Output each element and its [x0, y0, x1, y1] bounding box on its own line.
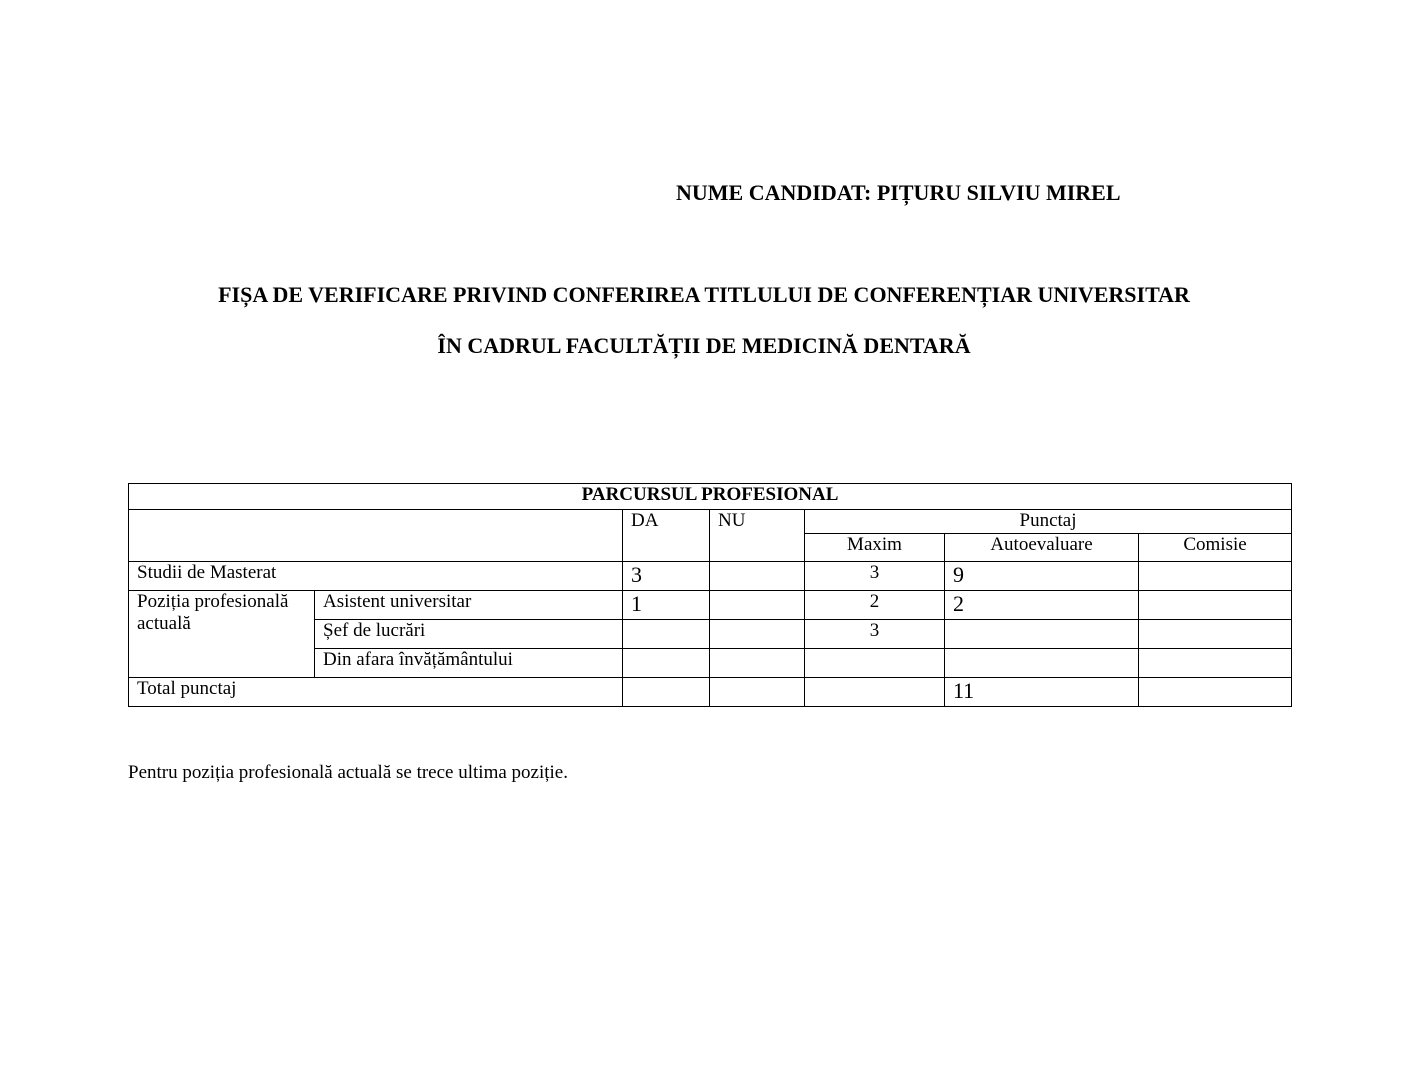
cell-autoevaluare: 9	[945, 562, 1139, 591]
table-row-total	[129, 678, 1292, 707]
header-maxim: Maxim	[805, 534, 945, 562]
header-comisie: Comisie	[1139, 534, 1292, 562]
table-title: PARCURSUL PROFESIONAL	[129, 484, 1292, 510]
document-title: FIȘA DE VERIFICARE PRIVIND CONFERIREA TITLULUI DE CONFERENȚIAR UNIVERSITAR	[218, 282, 1190, 307]
cell-autoevaluare	[945, 620, 1139, 649]
cell-autoevaluare-total: 11	[945, 678, 1139, 707]
row-label-pozitie: Poziția profesională actuală	[129, 591, 315, 678]
cell-comisie	[1139, 591, 1292, 620]
cell-nu	[710, 562, 805, 591]
row-label-asistent: Asistent universitar	[315, 591, 623, 620]
header-punctaj: Punctaj	[805, 510, 1292, 534]
cell-da: 3	[623, 562, 710, 591]
evaluation-table	[128, 483, 1292, 707]
footnote: Pentru poziția profesională actuală se trece ultima poziție.	[128, 762, 568, 783]
document-subtitle: ÎN CADRUL FACULTĂȚII DE MEDICINĂ DENTARĂ	[437, 333, 971, 358]
header-autoevaluare: Autoevaluare	[945, 534, 1139, 562]
table-row	[129, 562, 1292, 591]
cell-comisie	[1139, 649, 1292, 678]
cell-comisie	[1139, 678, 1292, 707]
cell-da: 1	[623, 591, 710, 620]
cell-da	[623, 620, 710, 649]
cell-autoevaluare	[945, 649, 1139, 678]
cell-nu	[710, 620, 805, 649]
row-label-sef-lucrari: Șef de lucrări	[315, 620, 623, 649]
cell-nu	[710, 649, 805, 678]
cell-comisie	[1139, 562, 1292, 591]
table-title-row	[129, 484, 1292, 510]
cell-nu	[710, 591, 805, 620]
cell-maxim: 3	[805, 562, 945, 591]
table-header-row	[129, 510, 1292, 534]
cell-maxim: 2	[805, 591, 945, 620]
cell-comisie	[1139, 620, 1292, 649]
table-row	[129, 591, 1292, 620]
cell-maxim	[805, 649, 945, 678]
cell-da	[623, 649, 710, 678]
cell-maxim	[805, 678, 945, 707]
header-empty-cell	[129, 510, 623, 562]
header-da: DA	[623, 510, 710, 562]
row-label-total: Total punctaj	[129, 678, 623, 707]
cell-autoevaluare: 2	[945, 591, 1139, 620]
row-label-studii: Studii de Masterat	[129, 562, 623, 591]
cell-da	[623, 678, 710, 707]
candidate-name: NUME CANDIDAT: PIȚURU SILVIU MIREL	[676, 180, 1121, 205]
cell-nu	[710, 678, 805, 707]
cell-maxim: 3	[805, 620, 945, 649]
row-label-din-afara: Din afara învățământului	[315, 649, 623, 678]
header-nu: NU	[710, 510, 805, 562]
